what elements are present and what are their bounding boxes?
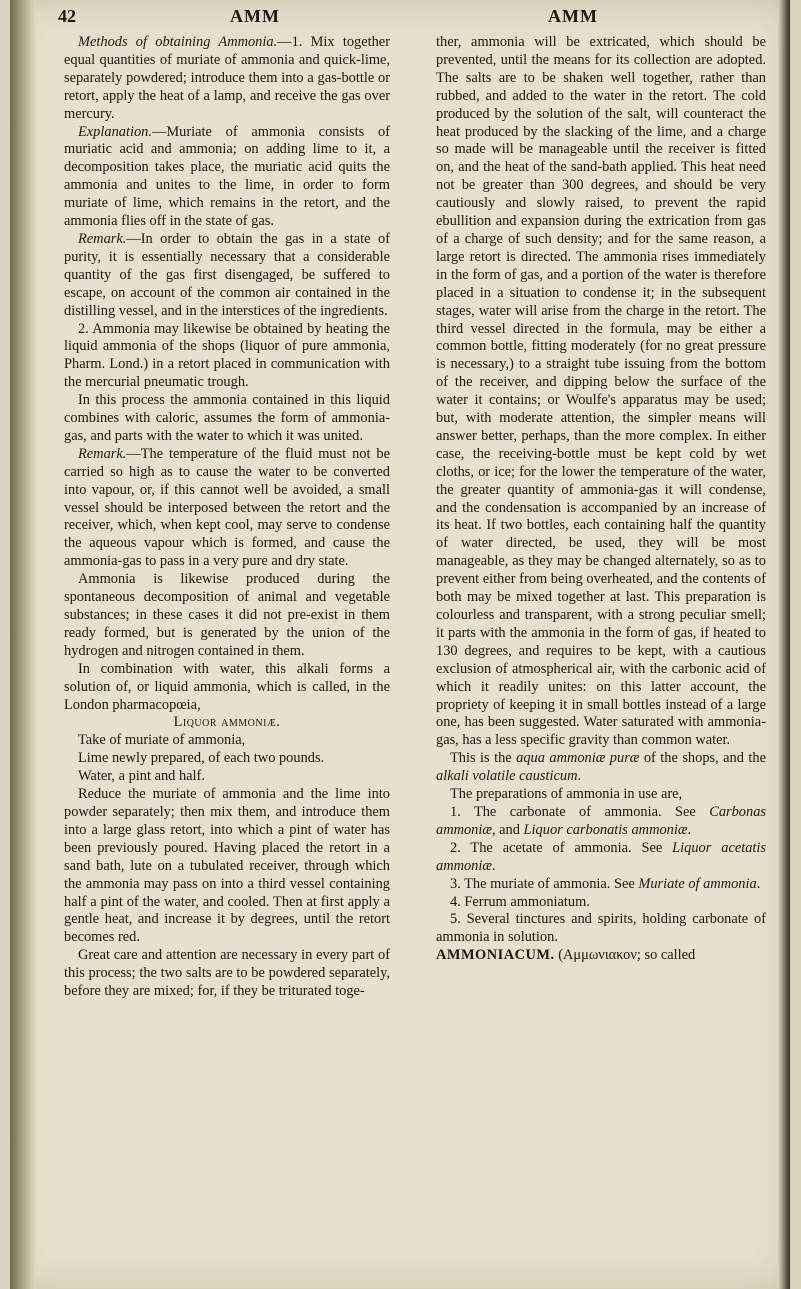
list-item: 2. The acetate of ammonia. See Liquor acetatis ammoniæ. <box>436 839 767 874</box>
header-left-title: AMM <box>230 6 280 26</box>
list-item: 4. Ferrum ammoniatum. <box>450 893 590 910</box>
right-column <box>436 34 766 965</box>
running-header <box>50 2 790 32</box>
page-number: 42 <box>58 6 76 26</box>
paragraph: Ammonia is likewise produced during the spontaneous decomposition of animal and vegetable substances; in these cases it did not pre-exist in them ready formed, but is generated by the union of the hydrogen and nitrogen contained in them. <box>64 571 390 659</box>
paragraph: Reduce the muriate of ammonia and the lime into powder separately; then mix them, and introduce them into a large glass retort, into which a pint of water has been previously poured. Having placed the retort in a sand bath, lute on a tubulated receiver, through which the ammonia may pass on into a third vessel containing half a pint of the water, and cooled. Then at first apply a gentle heat, and increase it by degrees, until the retort becomes red. <box>64 786 390 946</box>
paragraph: Remark.—The temperature of the fluid must not be carried so high as to cause the water to be converted into vapour, or, if this cannot well be avoided, a small vessel should be interposed between the retort and the receiver, which, when kept cool, may serve to condense the aqueous vapour which is formed, and cause the ammonia-gas to pass in a very pure and dry state. <box>64 445 390 570</box>
paragraph: Remark.—In order to obtain the gas in a state of purity, it is essentially necessary that a considerable quantity of the gas first disengaged, be suffered to escape, on account of the common air contained in the distilling vessel, and in the interstices of the ingredients. <box>64 230 390 319</box>
recipe-line: Lime newly prepared, of each two pounds. <box>78 750 325 767</box>
recipe-line: Take of muriate of ammonia, <box>78 732 246 749</box>
entry-ammoniacum: AMMONIACUM. (Αμμωνιακον; so called <box>436 947 696 964</box>
paragraph: Great care and attention are necessary in every part of this process; the two salts are to be powdered separately, before they are mixed; for, if they be triturated toge- <box>64 947 390 1000</box>
paragraph: Methods of obtaining Ammonia.—1. Mix together equal quantities of muriate of ammonia and quick-lime, separately powdered; introduce them into a gas-bottle or retort, apply the heat of a lamp, and receive the gas over mercury. <box>64 34 390 122</box>
paragraph: In this process the ammonia contained in this liquid combines with caloric, assumes the form of ammonia-gas, and parts with the water to which it was united. <box>64 392 390 444</box>
header-right-title: AMM <box>548 6 598 26</box>
paragraph: ther, ammonia will be extricated, which should be prevented, until the means for its collection are adopted. The salts are to be shaken well together, rather than rubbed, and added to the water in the retort. The cold produced by the solution of the salt, will counteract the heat produced by the slacking of the lime, and a charge so made will be manageable until the receiver is fitted on, and the heat of the sand-bath applied. This heat need not be greater than 300 degrees, and should be very cautiously and slowly raised, to prevent the rapid ebullition and expansion during the extrication from gas of a charge of such density; and for the same reason, a large retort is directed. The ammonia rises immediately in the form of gas, and a portion of the water is therefore placed in a situation to condense it; in the subsequent stages, water will arise from the charge in the retort. The third vessel directed in the formula, may be either a common bottle, fitting moderately (for no great pressure is necessary,) to a straight tube issuing from the bottom of the receiver, and dipping below the surface of the water it contains; or Woulfe's apparatus may be used; but, with moderate attention, the simpler means will answer better, perhaps, than the more complex. In either case, the receiving-bottle must be kept cold by wet cloths, or ice; for the lower the temperature of the water, the greater quantity of ammonia-gas it will condense, and the condensation is accompanied by an increase of its heat. If two bottles, each containing half the quantity of water directed, be used, they will be most manageable, as they may be changed alternately, so as to prevent either from being overheated, and the contents of both may be mixed together at last. This preparation is colourless and transparent, with a strong peculiar smell; it parts with the ammonia in the form of gas, if heated to 130 degrees, and requires to be kept, with a cautious exclusion of atmospherical air, with the carbonic acid of which it readily unites: on this latter account, the propriety of keeping it in small bottles instead of a large one, has been suggested. Water saturated with ammonia-gas, has a less specific gravity than common water. <box>436 34 766 749</box>
list-intro: The preparations of ammonia in use are, <box>450 786 683 803</box>
recipe-line: Water, a pint and half. <box>78 768 205 785</box>
paragraph: Explanation.—Muriate of ammonia consists of muriatic acid and ammonia; on adding lime to it, a decomposition takes place, the muriatic acid quits the ammonia and unites to the lime, in order to form muriate of lime, which remains in the retort, and the ammonia flies off in the state of gas. <box>64 123 390 230</box>
left-column <box>64 34 390 1001</box>
recipe-title: Liquor ammoniæ. <box>173 714 281 731</box>
list-item: 5. Several tinctures and spirits, holding carbonate of ammonia in solution. <box>436 911 766 946</box>
paragraph: In combination with water, this alkali forms a solution of, or liquid ammonia, which is called, in the London pharmacopœia, <box>64 660 390 713</box>
book-page <box>10 0 790 1289</box>
list-item: 1. The carbonate of ammonia. See Carbonas ammoniæ, and Liquor carbonatis ammoniæ. <box>436 803 766 838</box>
book-spine-shadow <box>10 0 36 1289</box>
paragraph: 2. Ammonia may likewise be obtained by heating the liquid ammonia of the shops (liquor of pure ammonia, Pharm. Lond.) in a retort placed in communication with the mercurial pneumatic trough. <box>64 320 390 391</box>
page-edge <box>778 0 790 1289</box>
list-item: 3. The muriate of ammonia. See Muriate of ammonia. <box>450 875 761 892</box>
aqua-paragraph: This is the aqua ammoniæ puræ of the shops, and the alkali volatile causticum. <box>436 750 766 785</box>
